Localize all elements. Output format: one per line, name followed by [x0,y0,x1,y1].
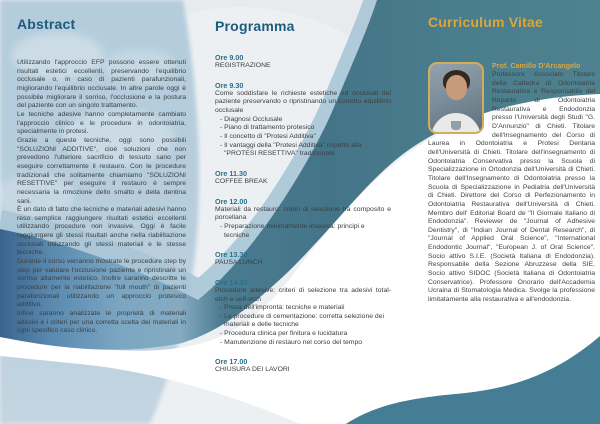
programma-panel [215,18,391,375]
schedule-time: Ore 13.30 [215,250,248,260]
schedule-text: CHIUSURA DEI LAVORI [215,366,290,374]
schedule-text: REGISTRAZIONE [215,62,271,69]
abstract-paragraph: Grazie a queste tecniche, oggi sono possibili "SOLUZIONI ADDITIVE", cioè soluzioni che non prevedono l'ulteriore sacrificio di tessuto sano per eseguire correttamente il restauro. Con le procedure tradizionali che solitamente chiamiamo "SOLUZIONI RESETTIVE" per eseguire il restauro è sempre necessaria la rimozione dello smalto e della dentina sani. [17,136,186,205]
photo-face [446,75,467,100]
abstract-paragraph: Infine saranno analizzate le proprietà di materiali adesivi e i criteri per una corretta scelta dei materiali in ogni specifico caso clinico. [17,310,186,335]
schedule-time: Ore 11.30 [215,168,247,178]
schedule-subitem: - Il vantaggi della "Protesi Additiva" rispetto alla "PROTESI RESETTIVA" tradizionale [220,141,362,158]
schedule-time: Ore 14.30 [215,277,248,287]
schedule-time: Ore 12.00 [215,196,248,206]
schedule-subitem: - Piano di trattamento protesico [220,124,315,132]
portrait-photo [428,62,484,134]
schedule-entry [215,278,391,348]
schedule-subitem: - Le procedure di cementazione: corretta selezione dei materiali e delle tecniche [220,312,384,329]
schedule-entry [215,81,391,159]
schedule-text: Materiali da restauro: criteri di selezione tra composito e porcellana [215,205,391,222]
abstract-title: Abstract [17,16,76,32]
schedule-entry [215,357,391,375]
cv-body [428,61,595,305]
schedule-subitem: - Procedura clinica per finitura e lucidatura [220,330,348,338]
schedule-text: Come soddisfare le richieste estetiche ed occlusali del paziente preservando o ripristinando un corretto equilibrio occlusale [215,89,391,114]
abstract-paragraph: È un dato di fatto che tecniche e materiali adesivi hanno reso semplice raggiungere risultati estetici eccellenti utilizzando procedure non invasive. Oggi è facile raggiungere gli stessi risultati anche nella riabilitazione occlusali utilizzando gli stessi materiali e le stesse tecniche. [17,206,186,257]
abstract-paragraph: Utilizzando l'approccio EFP possono essere ottenuti risultati estetici eccellenti, preservando l'equilibrio occlusale o, in caso di pazienti parafunzionali, migliorando l'equilibrio occlusale. In altre parole oggi è possibile migliorare il sorriso, l'occlusione e la postura del paziente con un singolo trattamento. [17,59,186,110]
abstract-paragraph: Durante il corso verranno mostrate le procedure step by step per valutare l'occlusione paziente e ripristinare un sorriso altamente estetico. Inoltre saranno descritte le procedure per la riabilitazione "full mouth" di pazienti parafunzionali utilizzando un approccio protesico additivo. [17,258,186,309]
schedule-time: Ore 9.00 [215,53,244,62]
cv-bio-text: Professore Associato Titolare della Cattedra di Odontoiatria Restaurativa e Responsabile del Reparto di Odontoiatria Restaurativa e Endodonzia presso l'Università degli Studi "G. D'Annunzio" di Chieti. Titolare dell'Insegnamento del Corso di Laurea in Odontoiatria e Protesi Dentaria dell'Università di Chieti. Titolare dell'insegnamento di Odontoiatria Conservativa presso la Scuola di Specializzazione in Ortodonzia dell'Università di Chieti. Titolare dell'Insegnamento di Odontoiatria presso la Scuola di Specializzazione in Pediatria dell'Università di Chieti. Direttore del Corso di Perfezionamento in Odontoiatria Restaurativa dell'Università di Chieti. Membro dell' Editorial Board de "Il Giornale Italiano di Endodonzia". Reviewer de "Journal of Adhesive Dentistry", di "Indian Journal of Dental Research", di "Journal of Applied Oral Science", "International Endodontic Journal", "European J. of Oral Science". Socio attivo S.I.E. (Società Italiana di Endodonzia). Responsabile della Sezione Abruzzese della SIE. Socio attivo SIDOC (Società Italiana di Odontoiatria Conservatrice). Professore Onorario dell'Accademia Ucraina di Stomatologia Medica. Svolge la professione limitatamente alla restaurativa e all'endodonzia. [428,71,595,304]
schedule-time: Ore 17.00 [215,357,248,367]
abstract-paragraph: Le tecniche adesive hanno completamente cambiato l'approccio clinico e le procedure in odontoiatria, specialmente in protesi. [17,110,186,136]
schedule-entry [215,169,391,187]
schedule-subitem: - Manutenzione di restauro nel corso del tempo [220,338,363,346]
schedule-entry [215,250,391,268]
schedule-subitem: - Preparazione minimamente invasiva: principi e tecniche [220,222,365,239]
abstract-body [17,59,186,336]
schedule-text: COFFEE BREAK [215,177,268,185]
schedule-text: PAUSA LUNCH [215,259,263,267]
photo-collar [451,121,461,130]
schedule-entry [215,53,391,71]
abstract-panel [17,16,186,336]
schedule-entry [215,197,391,241]
schedule-time: Ore 9.30 [215,80,244,90]
cv-panel [428,14,595,305]
schedule-subitem: - Diagnosi Occlusale [220,115,283,123]
schedule-subitem: - Presa dell'impronta: tecniche e materiali [220,304,345,312]
programma-title: Programma [215,18,295,34]
schedule-subitem: - Il concetto di "Protesi Additiva" [220,132,316,140]
schedule-list [215,53,391,375]
cv-title: Curriculum Vitae [428,14,543,30]
cv-name: Prof. Camillo D'Arcangelo [492,61,581,70]
schedule-text: Procedure adesive: criteri di selezione tra adesivi total-etch e self-etch [215,286,391,303]
